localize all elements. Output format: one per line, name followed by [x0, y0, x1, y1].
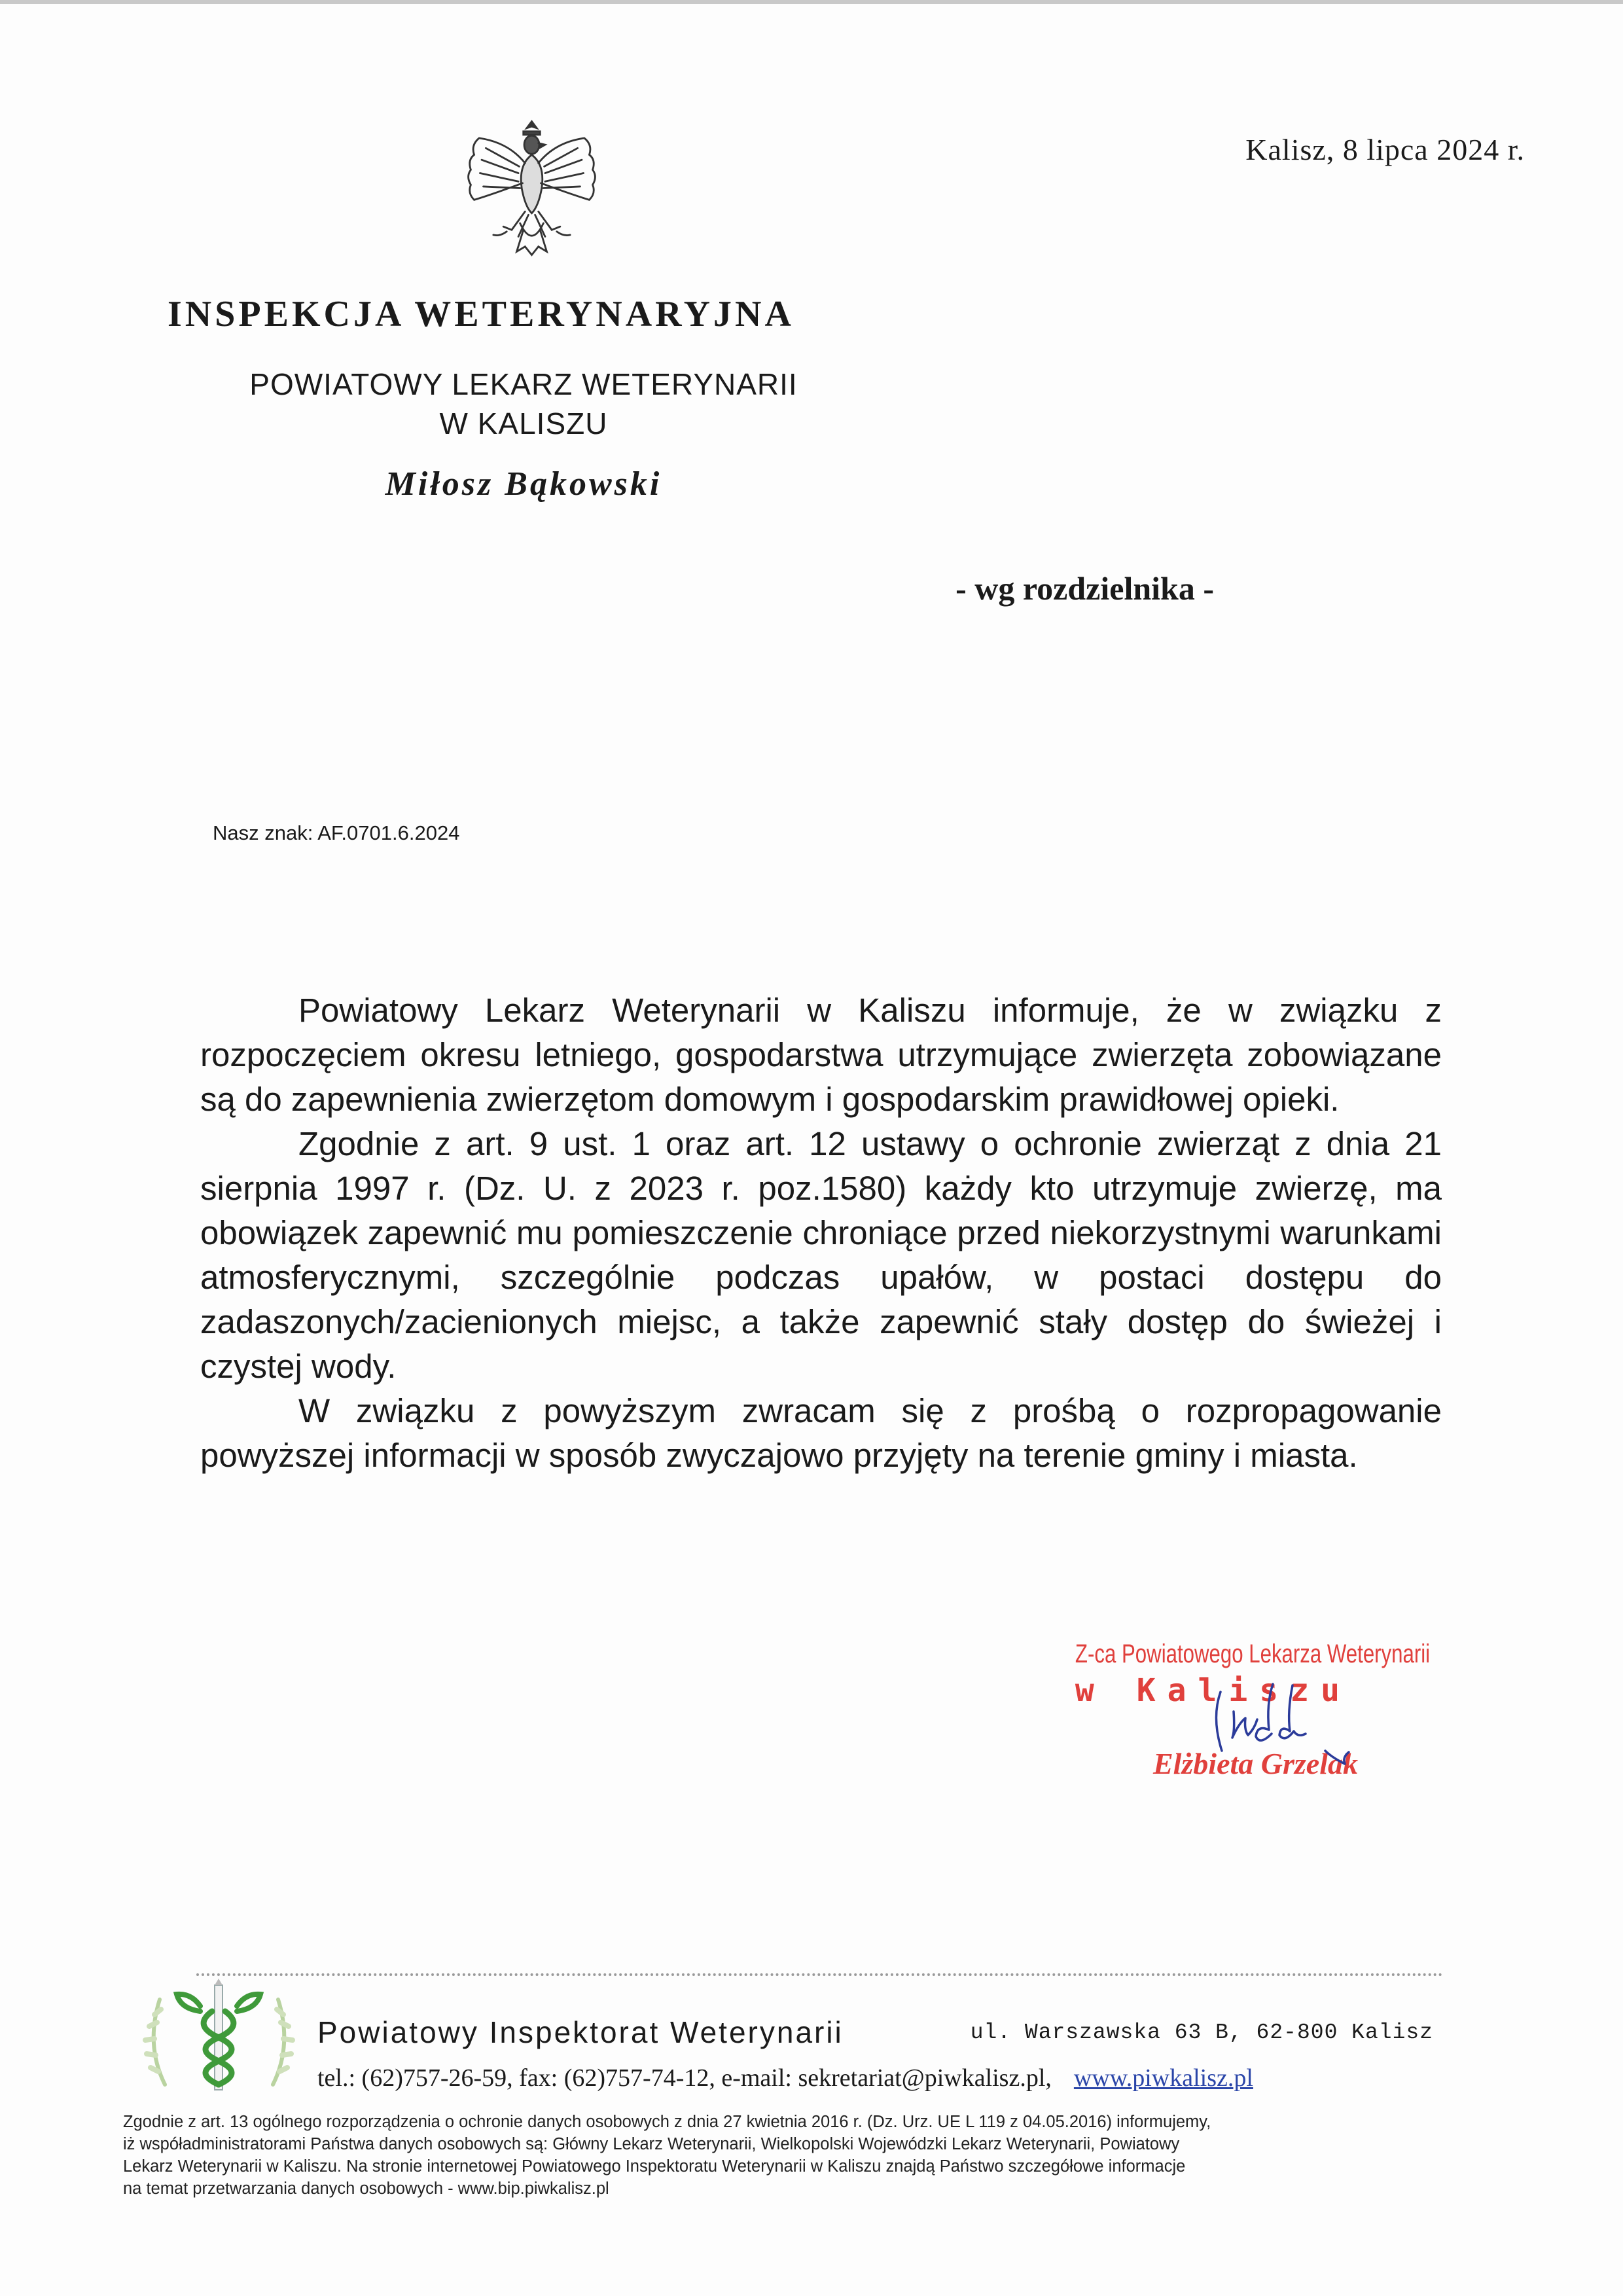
gdpr-line: na temat przetwarzania danych osobowych - www.bip.piwkalisz.pl	[123, 2179, 609, 2198]
office-title-line2: W KALISZU	[439, 406, 608, 440]
veterinary-caduceus-logo-icon	[139, 1973, 299, 2104]
scan-top-edge	[0, 0, 1623, 4]
gdpr-line: iż współadministratorami Państwa danych osobowych są: Główny Lekarz Weterynarii, Wielkopolski Wojewódzki Lekarz Weterynarii, Powiatowy	[123, 2135, 1180, 2153]
letter-date: Kalisz, 8 lipca 2024 r.	[1245, 133, 1525, 166]
body-paragraph: Powiatowy Lekarz Weterynarii w Kaliszu informuje, że w związku z rozpoczęciem okresu letniego, gospodarstwa utrzymujące zwierzęta zobowiązane są do zapewnienia zwierzętom domowym i gospodarskim prawidłowej opieki.	[200, 992, 1442, 1118]
footer-contact-details: tel.: (62)757-26-59, fax: (62)757-74-12, e-mail: sekretariat@piwkalisz.pl,	[317, 2064, 1052, 2092]
gdpr-line: Lekarz Weterynarii w Kaliszu. Na stronie internetowej Powiatowego Inspektoratu Weterynarii w Kaliszu znajdą Państwo szczegółowe informacje	[123, 2157, 1186, 2176]
website-link[interactable]: www.piwkalisz.pl	[1073, 2064, 1253, 2092]
office-title-line1: POWIATOWY LEKARZ WETERYNARII	[249, 367, 798, 401]
footer-divider	[196, 1973, 1443, 1976]
body-paragraph: W związku z powyższym zwracam się z prośbą o rozpropagowanie powyższej informacji w sposób zwyczajowo przyjęty na terenie gminy i miasta.	[200, 1392, 1442, 1474]
signatory-name: Miłosz Bąkowski	[385, 465, 662, 503]
stamp-city: w Kaliszu	[1075, 1672, 1351, 1709]
stamp-title: Z-ca Powiatowego Lekarza Weterynarii	[1075, 1640, 1430, 1668]
institution-name: INSPEKCJA WETERYNARYJNA	[168, 294, 794, 334]
letter-body	[200, 988, 1442, 1478]
reference-number: Nasz znak: AF.0701.6.2024	[213, 821, 460, 844]
handwritten-signature	[1201, 1672, 1371, 1784]
distribution-note: - wg rozdzielnika -	[955, 570, 1214, 607]
gdpr-notice	[123, 2111, 1452, 2200]
body-paragraph: Zgodnie z art. 9 ust. 1 oraz art. 12 ustawy o ochronie zwierząt z dnia 21 sierpnia 1997 r. (Dz. U. z 2023 r. poz.1580) każdy kto utrzymuje zwierzę, ma obowiązek zapewnić mu pomieszczenie chroniące przed niekorzystnymi warunkami atmosferycznymi, szczególnie podczas upałów, w postaci dostępu do zadaszonych/zacienionych miejsc, a także zapewnić stały dostęp do świeżej i czystej wody.	[200, 1125, 1442, 1385]
stamp-name: Elżbieta Grzelak	[1152, 1747, 1358, 1780]
footer-office-name: Powiatowy Inspektorat Weterynarii	[317, 2015, 844, 2049]
footer-address: ul. Warszawska 63 B, 62-800 Kalisz	[970, 2020, 1433, 2045]
polish-eagle-emblem-icon	[448, 105, 615, 272]
footer-contact	[317, 2064, 1253, 2092]
gdpr-line: Zgodnie z art. 13 ogólnego rozporządzenia o ochronie danych osobowych z dnia 27 kwietnia 2016 r. (Dz. Urz. UE L 119 z 04.05.2016) informujemy,	[123, 2113, 1211, 2131]
